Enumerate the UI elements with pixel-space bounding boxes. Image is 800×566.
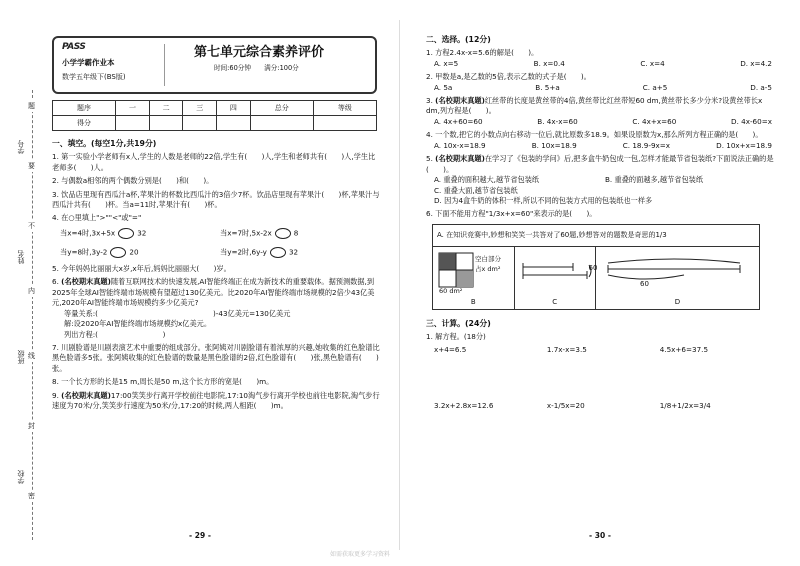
segment-figure bbox=[604, 253, 754, 297]
score-input[interactable] bbox=[250, 116, 313, 131]
strip-label-class: 班级 bbox=[17, 350, 25, 364]
option[interactable]: B. 4x-x=60 bbox=[537, 116, 578, 126]
question-9: 9. (名校期末真题)17:00笑笑步行离开学校前往电影院,17:10淘气步行离开学校也前往电影院,淘气步行速度为70米/分,笑笑步行速度为50米/分,17:20的时候,两人相距( )m。 bbox=[52, 390, 380, 411]
option-b[interactable] bbox=[433, 247, 515, 309]
question-1: 1. 第一实验小学老师有x人,学生的人数是老师的22倍,学生有( )人,学生和老师共有( )人,学生比老师多( )人。 bbox=[52, 152, 376, 172]
compare-value: 20 bbox=[129, 247, 139, 257]
compare-item bbox=[220, 228, 380, 239]
compare-expr: 当x=4时,3x+5x bbox=[60, 228, 116, 238]
question-2: 2. 与偶数a相邻的两个偶数分别是( )和( )。 bbox=[52, 176, 214, 186]
segment-figure bbox=[517, 253, 597, 297]
option[interactable]: A. 重叠的面积越大,越节省包装纸 bbox=[434, 175, 540, 185]
choice-2: 2. 甲数是a,是乙数的5倍,表示乙数的式子是( )。 bbox=[426, 72, 591, 82]
option-a[interactable]: A. 在知识竞赛中,妙想和笑笑一共答对了60题,妙想答对的题数是奇思的1/3 bbox=[433, 225, 759, 247]
choice-6: 6. 下面不能用方程"1/3x+x=60"来表示的是( )。 bbox=[426, 209, 597, 219]
option[interactable]: A. 10x-x=18.9 bbox=[434, 140, 486, 150]
right-content bbox=[426, 34, 776, 411]
compare-item bbox=[220, 247, 380, 258]
figure-area: 60 dm² bbox=[439, 286, 463, 295]
compare-circle[interactable] bbox=[110, 247, 126, 258]
score-cell: 二 bbox=[149, 101, 183, 116]
strip-label-id: 学号 bbox=[17, 140, 25, 154]
exam-tag: (名校期末真题) bbox=[435, 154, 485, 164]
option[interactable]: D. a-5 bbox=[750, 82, 772, 92]
equation: 1/8+1/2x=3/4 bbox=[659, 401, 711, 411]
score-cell: 题序 bbox=[53, 101, 116, 116]
section-calc-title: 三、计算。(24分) bbox=[426, 318, 491, 328]
option[interactable]: D. x=4.2 bbox=[740, 58, 772, 68]
score-input[interactable] bbox=[116, 116, 150, 131]
score-cell: 三 bbox=[183, 101, 217, 116]
option-c[interactable] bbox=[515, 247, 597, 309]
choice-5: 5. (名校期末真题)在学习了《包装的学问》后,把多盒牛奶包成一包,怎样才能最节省包装纸?下面说法正确的是( )。 bbox=[426, 154, 774, 174]
choice-1: 1. 方程2.4x-x=5.6的解是( )。 bbox=[426, 48, 539, 58]
score-cell: 一 bbox=[116, 101, 150, 116]
compare-expr: 当x=7时,5x-2x bbox=[220, 228, 272, 238]
section-fill-title: 一、填空。(每空1分,共19分) bbox=[52, 139, 157, 148]
exam-tag: (名校期末真题) bbox=[61, 390, 111, 400]
compare-circle[interactable] bbox=[118, 228, 134, 239]
equation-row bbox=[426, 345, 776, 355]
page-number: - 30 - bbox=[589, 531, 611, 541]
choice-options bbox=[426, 117, 776, 127]
choice-options bbox=[426, 175, 776, 185]
question-8: 8. 一个长方形的长是15 m,周长是50 m,这个长方形的宽是( )m。 bbox=[52, 377, 274, 387]
compare-row bbox=[52, 228, 380, 239]
seal-char: 题 bbox=[28, 100, 35, 112]
option[interactable]: C. 重叠大面,越节省包装纸 bbox=[434, 185, 518, 195]
option[interactable]: C. 18.9-9x=x bbox=[622, 140, 671, 150]
score-input[interactable] bbox=[217, 116, 251, 131]
equation: 4.5x+6=37.5 bbox=[659, 344, 709, 354]
figure-value: 60 bbox=[640, 279, 649, 288]
option[interactable]: C. x=4 bbox=[640, 58, 665, 68]
question-6-text: 随着互联网技术的快速发展,AI智能终端正在成为新技术的重要载体。据预测数据,到2025年全球AI智能终端市场规模有望超过130亿美元。比2020年AI智能终端市场规模的2倍少43亿美元,2020年AI智能终端市场规模约多少亿美元? bbox=[52, 277, 375, 308]
exam-tag: (名校期末真题) bbox=[435, 96, 485, 106]
option[interactable]: D. 4x-60=x bbox=[731, 116, 772, 126]
compare-circle[interactable] bbox=[270, 247, 286, 258]
option[interactable]: A. 5a bbox=[434, 82, 453, 92]
watermark-text: 如需获取更多学习资料 bbox=[330, 551, 391, 559]
option-letter: D bbox=[674, 297, 681, 306]
question-3: 3. 饮品店里现有西瓜汁a杯,苹果汁的杯数比西瓜汁的3倍少7杯。饮品店里现有苹果汁( )杯,苹果汁与西瓜汁共有( )杯。当a=11时,苹果汁有( )杯。 bbox=[52, 189, 380, 210]
question-6-setup: 解:设2020年AI智能终端市场规模约x亿美元。 bbox=[64, 319, 212, 329]
compare-circle[interactable] bbox=[275, 228, 291, 239]
left-content bbox=[52, 138, 380, 412]
exam-tag: (名校期末真题) bbox=[61, 277, 111, 287]
figure-note: 空白部分 bbox=[475, 254, 501, 263]
seal-char: 封 bbox=[28, 420, 35, 432]
question-5: 5. 今年妈妈比丽丽大x岁,x年后,妈妈比丽丽大( )岁。 bbox=[52, 263, 231, 273]
option-letter: C bbox=[552, 297, 558, 306]
option[interactable]: B. 重叠的面越多,越节省包装纸 bbox=[605, 175, 704, 185]
compare-item bbox=[60, 228, 220, 239]
option[interactable]: D. 10x+x=18.9 bbox=[716, 140, 772, 150]
equation: 3.2x+2.8x=12.6 bbox=[434, 401, 494, 411]
score-cell: 四 bbox=[217, 101, 251, 116]
equation: x-1/5x=20 bbox=[546, 401, 585, 411]
header-divider bbox=[164, 44, 165, 86]
compare-value: 32 bbox=[137, 228, 147, 238]
score-input[interactable] bbox=[313, 116, 376, 131]
choice-options bbox=[426, 59, 776, 69]
compare-row bbox=[52, 247, 380, 258]
question-6-equation: 列出方程:( ) bbox=[64, 329, 166, 339]
score-value-row bbox=[53, 116, 377, 131]
seal-char: 要 bbox=[28, 160, 35, 172]
score-header-row bbox=[53, 101, 377, 116]
choice-5-text: 在学习了《包装的学问》后,把多盒牛奶包成一包,怎样才能最节省包装纸?下面说法正确的是( )。 bbox=[426, 154, 774, 174]
time-score-meta: 时间:60分钟 满分:100分 bbox=[214, 64, 299, 72]
choice-options bbox=[426, 83, 776, 93]
score-cell: 得分 bbox=[53, 116, 116, 131]
choice-3-text: 红丝带的长度是黄丝带的4倍,黄丝带比红丝带短60 dm,黄丝带长多少分米?设黄丝带长x dm,列方程是( )。 bbox=[426, 96, 763, 116]
compare-value: 32 bbox=[288, 247, 299, 257]
calc-1: 1. 解方程。(18分) bbox=[426, 332, 486, 342]
seal-char: 不 bbox=[28, 220, 35, 232]
option-d[interactable] bbox=[596, 247, 759, 309]
edition-label: 数学五年级下(BS版) bbox=[62, 73, 126, 81]
option[interactable]: B. 5+a bbox=[535, 82, 560, 92]
figure-note: 占x dm² bbox=[475, 264, 501, 273]
option[interactable]: C. a+5 bbox=[642, 82, 668, 92]
binding-strip bbox=[4, 90, 40, 540]
strip-label-name: 姓名 bbox=[17, 250, 25, 264]
option[interactable]: A. x=5 bbox=[434, 58, 459, 68]
compare-expr: 当y=2时,6y-y bbox=[220, 247, 267, 257]
choice-6-options bbox=[432, 224, 760, 310]
option[interactable]: B. x=0.4 bbox=[533, 58, 565, 68]
option[interactable]: B. 10x=18.9 bbox=[531, 140, 577, 150]
choice-options bbox=[426, 141, 776, 151]
section-choice-title: 二、选择。(12分) bbox=[426, 35, 491, 44]
score-input[interactable] bbox=[149, 116, 183, 131]
question-6: 6. (名校期末真题)随着互联网技术的快速发展,AI智能终端正在成为新技术的重要载体。据预测数据,到2025年全球AI智能终端市场规模有望超过130亿美元。比2020年AI智能终端市场规模的2倍少43亿美元,2020年AI智能终端市场规模约多少亿美元? bbox=[52, 277, 375, 308]
page-title: 第七单元综合素养评价 bbox=[194, 45, 325, 60]
question-7: 7. 川剧脸谱是川剧表演艺术中重要的组成部分。张阿姨对川剧脸谱有着浓厚的兴趣,她收集的红色脸谱比黑色脸谱多5张。张阿姨收集的红色脸谱的数量是黑色脸谱的2倍,红色脸谱有( )张,黑色脸谱有( )张。 bbox=[52, 342, 380, 373]
choice-4: 4. 一个数,把它的小数点向右移动一位后,就比原数多18.9。如果设原数为x,那么所列方程正确的是( )。 bbox=[426, 130, 763, 140]
brand-logo: PASS bbox=[62, 42, 86, 52]
score-table bbox=[52, 100, 377, 131]
brand-name: 小学学霸作业本 bbox=[62, 58, 115, 67]
seal-char: 密 bbox=[28, 490, 35, 502]
header-box bbox=[52, 36, 377, 94]
score-input[interactable] bbox=[183, 116, 217, 131]
option-figures bbox=[433, 247, 759, 309]
cut-line bbox=[32, 90, 33, 540]
choice-3: 3. (名校期末真题)红丝带的长度是黄丝带的4倍,黄丝带比红丝带短60 dm,黄丝带长多少分米?设黄丝带长x dm,列方程是( )。 bbox=[426, 96, 763, 116]
question-6-relation: 等量关系:( )-43亿美元=130亿美元 bbox=[64, 308, 291, 318]
strip-label-school: 学校 bbox=[17, 470, 25, 484]
compare-value: 8 bbox=[293, 228, 299, 238]
question-4: 4. 在○里填上">""<"或"=" bbox=[52, 213, 142, 223]
figure-value: 60 bbox=[588, 263, 598, 272]
compare-item bbox=[60, 247, 220, 258]
option-letter: B bbox=[470, 297, 476, 306]
equation-row bbox=[426, 401, 776, 411]
option[interactable]: C. 4x+x=60 bbox=[632, 116, 677, 126]
seal-char: 内 bbox=[28, 285, 35, 297]
question-9-text: 17:00笑笑步行离开学校前往电影院,17:10淘气步行离开学校也前往电影院,淘气步行速度为70米/分,笑笑步行速度为50米/分,17:20的时候,两人相距( )m。 bbox=[52, 390, 380, 411]
equation: x+4=6.5 bbox=[434, 344, 467, 354]
compare-expr: 当y=8时,3y-2 bbox=[60, 247, 108, 257]
page-number: - 29 - bbox=[189, 531, 211, 541]
score-cell: 总分 bbox=[250, 101, 313, 116]
score-cell: 等级 bbox=[313, 101, 376, 116]
seal-char: 线 bbox=[28, 350, 35, 362]
equation: 1.7x-x=3.5 bbox=[546, 344, 587, 354]
option[interactable]: A. 4x+60=60 bbox=[434, 116, 483, 126]
option[interactable]: D. 因为4盒牛奶的体积一样,所以不同的包装方式用的包装纸也一样多 bbox=[434, 195, 653, 205]
right-page bbox=[400, 0, 800, 566]
